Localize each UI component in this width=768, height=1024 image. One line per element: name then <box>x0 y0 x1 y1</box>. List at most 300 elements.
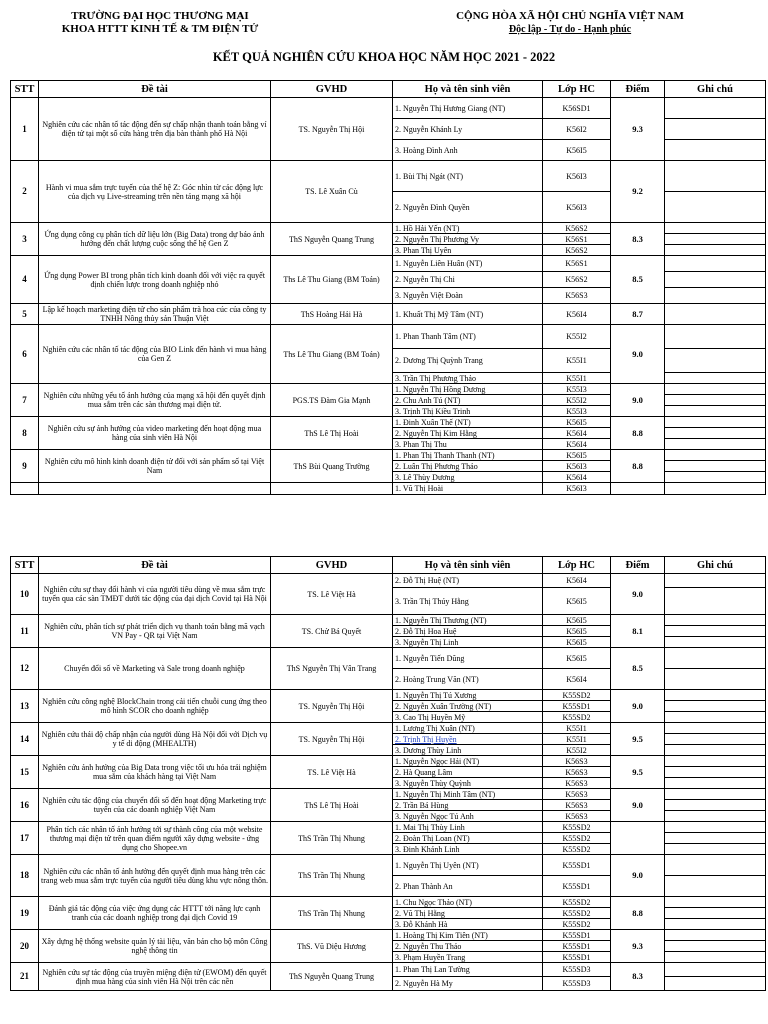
student-class: K56I2 <box>543 119 611 140</box>
topic-number: 11 <box>11 615 39 648</box>
student-name: 2. Nguyễn Thị Kim Hằng <box>393 428 543 439</box>
advisor-name: TS. Lê Việt Hà <box>271 574 393 615</box>
student-class: K56I5 <box>543 450 611 461</box>
note-cell <box>665 919 766 930</box>
topic-title: Nghiên cứu mô hình kinh doanh điện tử đối với sản phẩm số tại Việt Nam <box>39 450 271 483</box>
student-class: K55I3 <box>543 406 611 417</box>
col-header-class: Lớp HC <box>543 557 611 574</box>
topic-number: 5 <box>11 304 39 325</box>
student-name: 1. Nguyễn Thị Uyên (NT) <box>393 855 543 876</box>
student-name: 2. Nguyễn Xuân Trường (NT) <box>393 701 543 712</box>
topic-number: 4 <box>11 256 39 304</box>
advisor-name: TS. Lê Xuân Cù <box>271 161 393 223</box>
note-cell <box>665 637 766 648</box>
student-name: 2. Nguyễn Thị Chi <box>393 272 543 288</box>
note-cell <box>665 977 766 991</box>
advisor-name: ThS. Vũ Diệu Hương <box>271 930 393 963</box>
student-name: 1. Nguyễn Tiến Dũng <box>393 648 543 669</box>
student-name: 1. Khuất Thị Mỹ Tâm (NT) <box>393 304 543 325</box>
advisor-name: TS. Nguyễn Thị Hội <box>271 723 393 756</box>
topic-title: Nghiên cứu ảnh hưởng của Big Data trong việc tối ưu hóa trải nghiệm mua sắm của khách hàng tại Việt Nam <box>39 756 271 789</box>
topic-score: 9.3 <box>611 930 665 963</box>
note-cell <box>665 304 766 325</box>
note-cell <box>665 234 766 245</box>
topic-score <box>611 483 665 495</box>
topic-score: 9.5 <box>611 756 665 789</box>
student-class: K56S3 <box>543 778 611 789</box>
topic-number: 6 <box>11 325 39 384</box>
table-row <box>11 855 766 876</box>
student-name: 3. Trần Thị Thúy Hằng <box>393 588 543 615</box>
student-name: 1. Nguyễn Thị Minh Tâm (NT) <box>393 789 543 800</box>
topic-number: 17 <box>11 822 39 855</box>
topic-score <box>611 822 665 855</box>
student-name: 1. Nguyễn Thị Hồng Dương <box>393 384 543 395</box>
faculty-name: KHOA HTTT KINH TẾ & TM ĐIỆN TỬ <box>61 23 259 35</box>
note-cell <box>665 223 766 234</box>
topic-title: Nghiên cứu sự tác động của truyền miệng điện tử (EWOM) đến quyết định mua hàng của sinh viên Hà Nội trên các nền <box>39 963 271 991</box>
student-class: K56S3 <box>543 288 611 304</box>
note-cell <box>665 778 766 789</box>
topic-number: 18 <box>11 855 39 897</box>
topic-score: 9.0 <box>611 325 665 384</box>
student-class: K55I1 <box>543 723 611 734</box>
col-header-score: Điểm <box>611 557 665 574</box>
student-name: 3. Nguyễn Thị Linh <box>393 637 543 648</box>
table-header-row <box>11 557 766 574</box>
student-name: 3. Phạm Huyền Trang <box>393 952 543 963</box>
note-cell <box>665 574 766 588</box>
note-cell <box>665 373 766 384</box>
topic-title: Nghiên cứu thái độ chấp nhận của người dùng Hà Nội đối với Dịch vụ y tế di động (MHEALTH) <box>39 723 271 756</box>
note-cell <box>665 461 766 472</box>
student-name: 1. Chu Ngọc Thảo (NT) <box>393 897 543 908</box>
topic-number: 12 <box>11 648 39 690</box>
student-name: 2. Dương Thị Quỳnh Trang <box>393 349 543 373</box>
col-header-students: Họ và tên sinh viên <box>393 81 543 98</box>
topic-score: 8.1 <box>611 615 665 648</box>
note-cell <box>665 472 766 483</box>
topic-title: Ứng dụng Power BI trong phân tích kinh doanh đối với việc ra quyết định chiến lược trong doanh nghiệp nhỏ <box>39 256 271 304</box>
advisor-name: ThS Lê Thị Hoài <box>271 789 393 822</box>
note-cell <box>665 119 766 140</box>
student-class: K56I4 <box>543 304 611 325</box>
table-row <box>11 98 766 119</box>
col-header-stt: STT <box>11 81 39 98</box>
topic-number: 21 <box>11 963 39 991</box>
topic-score: 8.5 <box>611 256 665 304</box>
student-name: 2. Chu Anh Tú (NT) <box>393 395 543 406</box>
student-name: 2. Hoàng Trung Văn (NT) <box>393 669 543 690</box>
topic-title: Nghiên cứu tác động của chuyển đổi số đến hoạt động Marketing trực tuyến của các doanh nghiệp Việt Nam <box>39 789 271 822</box>
topic-score: 9.2 <box>611 161 665 223</box>
results-table-page-2 <box>10 556 766 991</box>
topic-number: 20 <box>11 930 39 963</box>
topic-title: Nghiên cứu các nhân tố tác động đến sự chấp nhận thanh toán bằng ví điện tử tại một số cửa hàng trên địa bàn thành phố Hà Nội <box>39 98 271 161</box>
note-cell <box>665 833 766 844</box>
student-class: K56S3 <box>543 756 611 767</box>
topic-title: Nghiên cứu sự ảnh hưởng của video marketing đến hoạt động mua hàng của sinh viên Hà Nội <box>39 417 271 450</box>
note-cell <box>665 855 766 876</box>
topic-title: Nghiên cứu sự thay đổi hành vi của người tiêu dùng về mua sắm trực tuyến qua các sàn TMĐT dưới tác động của đại dịch Covid tại Hà Nội <box>39 574 271 615</box>
student-name: 1. Phan Thị Lan Tường <box>393 963 543 977</box>
note-cell <box>665 701 766 712</box>
table-row <box>11 723 766 734</box>
student-class: K56I3 <box>543 461 611 472</box>
student-name: 3. Nguyễn Ngọc Tú Anh <box>393 811 543 822</box>
student-class: K55SD1 <box>543 876 611 897</box>
advisor-name: ThS Hoàng Hải Hà <box>271 304 393 325</box>
topic-number: 3 <box>11 223 39 256</box>
student-name: 3. Đỗ Khánh Hà <box>393 919 543 930</box>
table-row <box>11 223 766 234</box>
table-row <box>11 897 766 908</box>
topic-score: 8.8 <box>611 417 665 450</box>
topic-title: Nghiên cứu các nhân tố ảnh hưởng đến quyết định mua hàng trên các trang web mua sắm trực tuyến của người tiêu dùng khu vực nông thôn. <box>39 855 271 897</box>
note-cell <box>665 406 766 417</box>
student-name: 1. Lương Thị Xuân (NT) <box>393 723 543 734</box>
col-header-advisor: GVHD <box>271 81 393 98</box>
advisor-name: ThS Nguyễn Quang Trung <box>271 223 393 256</box>
topic-number <box>11 483 39 495</box>
topic-title: Đánh giá tác động của việc ứng dụng các HTTT tới năng lực cạnh tranh của các doanh nghiệp trong đại dịch Covid 19 <box>39 897 271 930</box>
student-class: K55SD2 <box>543 908 611 919</box>
note-cell <box>665 745 766 756</box>
student-name: 1. Hoàng Thị Kim Tiên (NT) <box>393 930 543 941</box>
table-row <box>11 615 766 626</box>
col-header-note: Ghi chú <box>665 557 766 574</box>
col-header-class: Lớp HC <box>543 81 611 98</box>
topic-score: 9.0 <box>611 855 665 897</box>
student-class: K55I2 <box>543 395 611 406</box>
student-name: 3. Dương Thùy Linh <box>393 745 543 756</box>
student-class: K56I5 <box>543 648 611 669</box>
topic-number: 8 <box>11 417 39 450</box>
student-name: 1. Phan Thị Thanh Thanh (NT) <box>393 450 543 461</box>
advisor-name: ThS Nguyễn Quang Trung <box>271 963 393 991</box>
student-class: K55SD1 <box>543 855 611 876</box>
table-row <box>11 690 766 701</box>
topic-title <box>39 483 271 495</box>
table-row <box>11 648 766 669</box>
topic-score: 8.5 <box>611 648 665 690</box>
student-name: 2. Vũ Thị Hằng <box>393 908 543 919</box>
advisor-name: TS. Nguyễn Thị Hội <box>271 690 393 723</box>
school-header <box>40 10 280 36</box>
student-name: 3. Hoàng Đình Anh <box>393 140 543 161</box>
advisor-name: ThS Bùi Quang Trường <box>271 450 393 483</box>
advisor-name: TS. Lê Việt Hà <box>271 756 393 789</box>
student-class: K56I4 <box>543 472 611 483</box>
student-name: 2. Nguyễn Khánh Ly <box>393 119 543 140</box>
table-row <box>11 822 766 833</box>
student-class: K56I3 <box>543 483 611 495</box>
table-row <box>11 256 766 272</box>
note-cell <box>665 349 766 373</box>
note-cell <box>665 98 766 119</box>
student-class: K55SD1 <box>543 930 611 941</box>
col-header-topic: Đề tài <box>39 557 271 574</box>
student-name: 2. Nguyễn Hà My <box>393 977 543 991</box>
student-name: 1. Bùi Thị Ngát (NT) <box>393 161 543 192</box>
topic-score: 8.8 <box>611 897 665 930</box>
note-cell <box>665 930 766 941</box>
col-header-advisor: GVHD <box>271 557 393 574</box>
page-gap <box>0 512 768 540</box>
student-class: K55I2 <box>543 745 611 756</box>
note-cell <box>665 588 766 615</box>
note-cell <box>665 192 766 223</box>
student-name: 1. Nguyễn Thị Tú Xương <box>393 690 543 701</box>
student-class: K56I3 <box>543 192 611 223</box>
student-class: K55SD2 <box>543 833 611 844</box>
topic-number: 7 <box>11 384 39 417</box>
table-row <box>11 930 766 941</box>
student-class: K56I4 <box>543 428 611 439</box>
student-name: 2. Đoàn Thị Loan (NT) <box>393 833 543 844</box>
table-row <box>11 450 766 461</box>
student-name: 1. Mai Thị Thùy Linh <box>393 822 543 833</box>
student-class: K56S3 <box>543 767 611 778</box>
topic-number: 14 <box>11 723 39 756</box>
note-cell <box>665 952 766 963</box>
topic-score: 9.0 <box>611 574 665 615</box>
student-class: K56S1 <box>543 234 611 245</box>
note-cell <box>665 822 766 833</box>
student-class: K56I5 <box>543 588 611 615</box>
student-name: 2. Đỗ Thị Huệ (NT) <box>393 574 543 588</box>
topic-score: 8.8 <box>611 450 665 483</box>
student-class: K56I5 <box>543 637 611 648</box>
note-cell <box>665 963 766 977</box>
advisor-name: Ths Lê Thu Giang (BM Toán) <box>271 325 393 384</box>
topic-title: Hành vi mua sắm trực tuyến của thế hệ Z: Góc nhìn từ các động lực của dịch vụ Live-streaming trên nền tảng mạng xã hội <box>39 161 271 223</box>
table-row <box>11 789 766 800</box>
col-header-score: Điểm <box>611 81 665 98</box>
student-class: K56I4 <box>543 439 611 450</box>
advisor-name: TS. Nguyễn Thị Hội <box>271 98 393 161</box>
advisor-name: ThS Trần Thị Nhung <box>271 855 393 897</box>
student-name: 3. Nguyễn Việt Đoàn <box>393 288 543 304</box>
note-cell <box>665 844 766 855</box>
table-row <box>11 325 766 349</box>
student-name: 3. Nguyễn Thùy Quỳnh <box>393 778 543 789</box>
note-cell <box>665 439 766 450</box>
col-header-students: Họ và tên sinh viên <box>393 557 543 574</box>
topic-score: 9.3 <box>611 98 665 161</box>
student-class: K56S1 <box>543 256 611 272</box>
note-cell <box>665 897 766 908</box>
student-class: K55SD3 <box>543 977 611 991</box>
note-cell <box>665 483 766 495</box>
note-cell <box>665 256 766 272</box>
advisor-name: ThS Nguyễn Thị Vân Trang <box>271 648 393 690</box>
topic-score: 9.0 <box>611 690 665 723</box>
note-cell <box>665 288 766 304</box>
document-title: KẾT QUẢ NGHIÊN CỨU KHOA HỌC NĂM HỌC 2021 - 2022 <box>212 50 556 64</box>
topic-title: Ứng dụng công cụ phân tích dữ liệu lớn (Big Data) trong dự báo ảnh hưởng đến chất lượng cuộc sống thế hệ Gen Z <box>39 223 271 256</box>
topic-title: Chuyển đổi số về Marketing và Sale trong doanh nghiệp <box>39 648 271 690</box>
student-class: K56S3 <box>543 800 611 811</box>
student-name: 1. Hồ Hải Yến (NT) <box>393 223 543 234</box>
topic-score: 9.5 <box>611 723 665 756</box>
student-class: K55SD2 <box>543 919 611 930</box>
note-cell <box>665 767 766 778</box>
student-name: 1. Nguyễn Thị Hương Giang (NT) <box>393 98 543 119</box>
note-cell <box>665 800 766 811</box>
topic-number: 15 <box>11 756 39 789</box>
note-cell <box>665 140 766 161</box>
topic-number: 16 <box>11 789 39 822</box>
topic-score: 9.0 <box>611 789 665 822</box>
advisor-name: TS. Chử Bá Quyết <box>271 615 393 648</box>
student-class: K56I4 <box>543 574 611 588</box>
col-header-note: Ghi chú <box>665 81 766 98</box>
student-class: K56S3 <box>543 811 611 822</box>
student-class: K56I3 <box>543 161 611 192</box>
note-cell <box>665 712 766 723</box>
student-name: 3. Đinh Khánh Linh <box>393 844 543 855</box>
advisor-name: ThS Trần Thị Nhung <box>271 822 393 855</box>
student-class: K56I5 <box>543 615 611 626</box>
student-name: 2. Hà Quang Lâm <box>393 767 543 778</box>
student-name: 3. Trần Thị Phương Thảo <box>393 373 543 384</box>
student-name: 1. Phan Thanh Tâm (NT) <box>393 325 543 349</box>
topic-score: 8.3 <box>611 963 665 991</box>
student-name: 3. Phan Thị Uyên <box>393 245 543 256</box>
note-cell <box>665 756 766 767</box>
note-cell <box>665 450 766 461</box>
student-name: 3. Lê Thùy Dương <box>393 472 543 483</box>
note-cell <box>665 384 766 395</box>
results-table-page-1 <box>10 80 766 495</box>
student-class: K55SD2 <box>543 822 611 833</box>
student-class: K55I1 <box>543 349 611 373</box>
student-class: K55SD2 <box>543 712 611 723</box>
student-class: K56S2 <box>543 272 611 288</box>
note-cell <box>665 626 766 637</box>
note-cell <box>665 811 766 822</box>
note-cell <box>665 876 766 897</box>
advisor-name: ThS Trần Thị Nhung <box>271 897 393 930</box>
student-class: K55SD1 <box>543 701 611 712</box>
advisor-name <box>271 483 393 495</box>
topic-number: 19 <box>11 897 39 930</box>
school-name: TRƯỜNG ĐẠI HỌC THƯƠNG MẠI <box>71 10 249 22</box>
student-name: 3. Phan Thị Thu <box>393 439 543 450</box>
table-row <box>11 483 766 495</box>
document-page-2 <box>0 540 768 1024</box>
topic-number: 2 <box>11 161 39 223</box>
student-name: 2. Phan Thành An <box>393 876 543 897</box>
note-cell <box>665 325 766 349</box>
student-class: K55SD2 <box>543 690 611 701</box>
student-class: K56I5 <box>543 626 611 637</box>
topic-title: Nghiên cứu công nghệ BlockChain trong cải tiến chuỗi cung ứng theo mô hình SCOR cho doanh nghiệp <box>39 690 271 723</box>
topic-title: Lập kế hoạch marketing điện tử cho sản phẩm trà hoa cúc của công ty TNHH Nông thủy sản Thuận Việt <box>39 304 271 325</box>
student-class: K55I1 <box>543 373 611 384</box>
topic-number: 1 <box>11 98 39 161</box>
student-class: K56S2 <box>543 245 611 256</box>
nation-name: CỘNG HÒA XÃ HỘI CHỦ NGHĨA VIỆT NAM <box>456 10 684 22</box>
note-cell <box>665 395 766 406</box>
student-name: 2. Đỗ Thị Hoa Huệ <box>393 626 543 637</box>
note-cell <box>665 272 766 288</box>
topic-score: 9.0 <box>611 384 665 417</box>
student-class: K56I5 <box>543 140 611 161</box>
student-name: 3. Trịnh Thị Kiều Trinh <box>393 406 543 417</box>
topic-number: 10 <box>11 574 39 615</box>
note-cell <box>665 789 766 800</box>
table-row <box>11 384 766 395</box>
col-header-topic: Đề tài <box>39 81 271 98</box>
student-class: K56I5 <box>543 417 611 428</box>
student-class: K55SD1 <box>543 952 611 963</box>
student-name: 1. Vũ Thị Hoài <box>393 483 543 495</box>
note-cell <box>665 690 766 701</box>
student-class: K55SD3 <box>543 963 611 977</box>
topic-title: Xây dựng hệ thống website quản lý tài liệu, văn bản cho bộ môn Công nghệ thông tin <box>39 930 271 963</box>
topic-title: Nghiên cứu các nhân tố tác động của BIO Link đến hành vi mua hàng của Gen Z <box>39 325 271 384</box>
table-row <box>11 161 766 192</box>
student-class: K56I4 <box>543 669 611 690</box>
table-row <box>11 963 766 977</box>
note-cell <box>665 615 766 626</box>
student-name: 2. Luân Thị Phương Thảo <box>393 461 543 472</box>
table-row <box>11 417 766 428</box>
topic-number: 9 <box>11 450 39 483</box>
student-name: 2. Trịnh Thị Huyền <box>393 734 543 745</box>
note-cell <box>665 941 766 952</box>
topic-title: Nghiên cứu, phân tích sự phát triển dịch vụ thanh toán bằng mã vạch VN Pay - QR tại Việt Nam <box>39 615 271 648</box>
topic-score: 8.7 <box>611 304 665 325</box>
student-class: K55I1 <box>543 734 611 745</box>
col-header-stt: STT <box>11 557 39 574</box>
note-cell <box>665 245 766 256</box>
note-cell <box>665 417 766 428</box>
student-name: 2. Nguyễn Thị Phương Vy <box>393 234 543 245</box>
table-row <box>11 304 766 325</box>
student-name: 1. Nguyễn Liên Huân (NT) <box>393 256 543 272</box>
student-name: 2. Trần Bá Hùng <box>393 800 543 811</box>
nation-motto: Độc lập - Tự do - Hạnh phúc <box>508 24 632 35</box>
advisor-name: ThS Lê Thị Hoài <box>271 417 393 450</box>
note-cell <box>665 648 766 669</box>
note-cell <box>665 161 766 192</box>
student-class: K55I3 <box>543 384 611 395</box>
table-row <box>11 756 766 767</box>
note-cell <box>665 669 766 690</box>
national-header <box>420 10 720 36</box>
student-class: K56S3 <box>543 789 611 800</box>
advisor-name: Ths Lê Thu Giang (BM Toán) <box>271 256 393 304</box>
topic-title: Nghiên cứu những yếu tố ảnh hưởng của mạng xã hội đến quyết định mua sắm trên các sàn thương mại điện tử. <box>39 384 271 417</box>
student-class: K55I2 <box>543 325 611 349</box>
note-cell <box>665 723 766 734</box>
student-class: K55SD2 <box>543 844 611 855</box>
note-cell <box>665 428 766 439</box>
student-name: 2. Nguyễn Đình Quyền <box>393 192 543 223</box>
topic-number: 13 <box>11 690 39 723</box>
student-class: K56SD1 <box>543 98 611 119</box>
table-row <box>11 574 766 588</box>
student-name: 1. Nguyễn Thị Thương (NT) <box>393 615 543 626</box>
student-class: K55SD2 <box>543 897 611 908</box>
note-cell <box>665 908 766 919</box>
student-name: 1. Đinh Xuân Thế (NT) <box>393 417 543 428</box>
table-header-row <box>11 81 766 98</box>
note-cell <box>665 734 766 745</box>
